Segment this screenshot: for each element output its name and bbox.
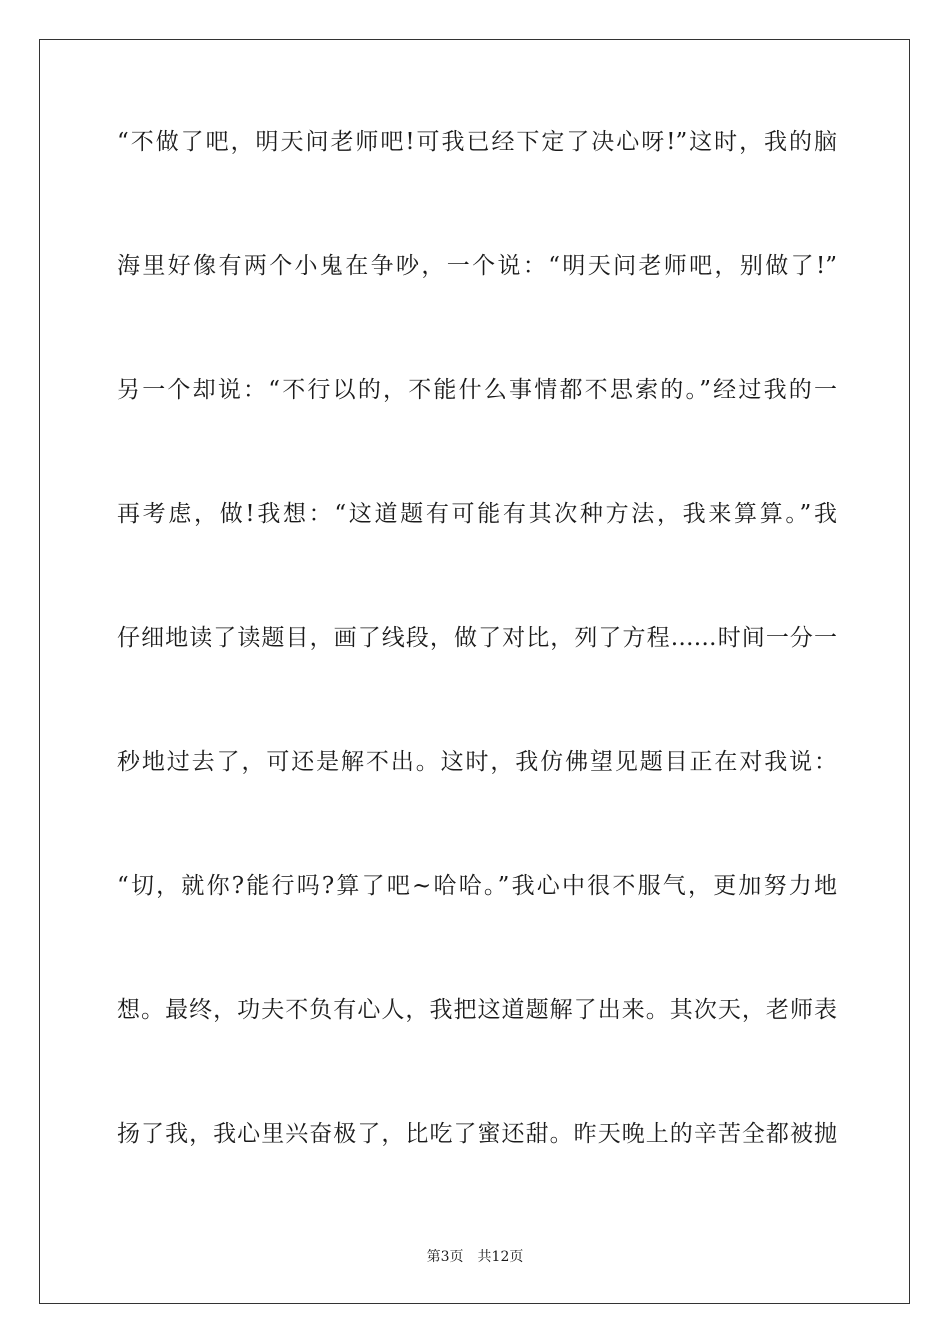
page-number: 第3页 — [426, 1249, 464, 1265]
text-line-6: 秒地过去了，可还是解不出。这时，我仿佛望见题目正在对我说： — [117, 749, 837, 775]
page-footer — [0, 1247, 950, 1267]
document-body — [117, 126, 837, 1150]
text-line-2: 海里好像有两个小鬼在争吵，一个说：“明天问老师吧，别做了!” — [117, 253, 837, 279]
text-line-5: 仔细地读了读题目，画了线段，做了对比，列了方程……时间一分一 — [117, 625, 837, 651]
text-line-1: “不做了吧，明天问老师吧!可我已经下定了决心呀!”这时，我的脑 — [117, 129, 837, 155]
text-line-4: 再考虑，做!我想：“这道题有可能有其次种方法，我来算算。”我 — [117, 501, 837, 527]
text-line-3: 另一个却说：“不行以的，不能什么事情都不思索的。”经过我的一 — [117, 377, 837, 403]
text-line-8: 想。最终，功夫不负有心人，我把这道题解了出来。其次天，老师表 — [117, 997, 837, 1023]
text-line-9: 扬了我，我心里兴奋极了，比吃了蜜还甜。昨天晚上的辛苦全都被抛 — [117, 1121, 837, 1147]
text-line-7: “切，就你?能行吗?算了吧~哈哈。”我心中很不服气，更加努力地 — [117, 873, 837, 899]
page-total: 共12页 — [477, 1249, 524, 1265]
